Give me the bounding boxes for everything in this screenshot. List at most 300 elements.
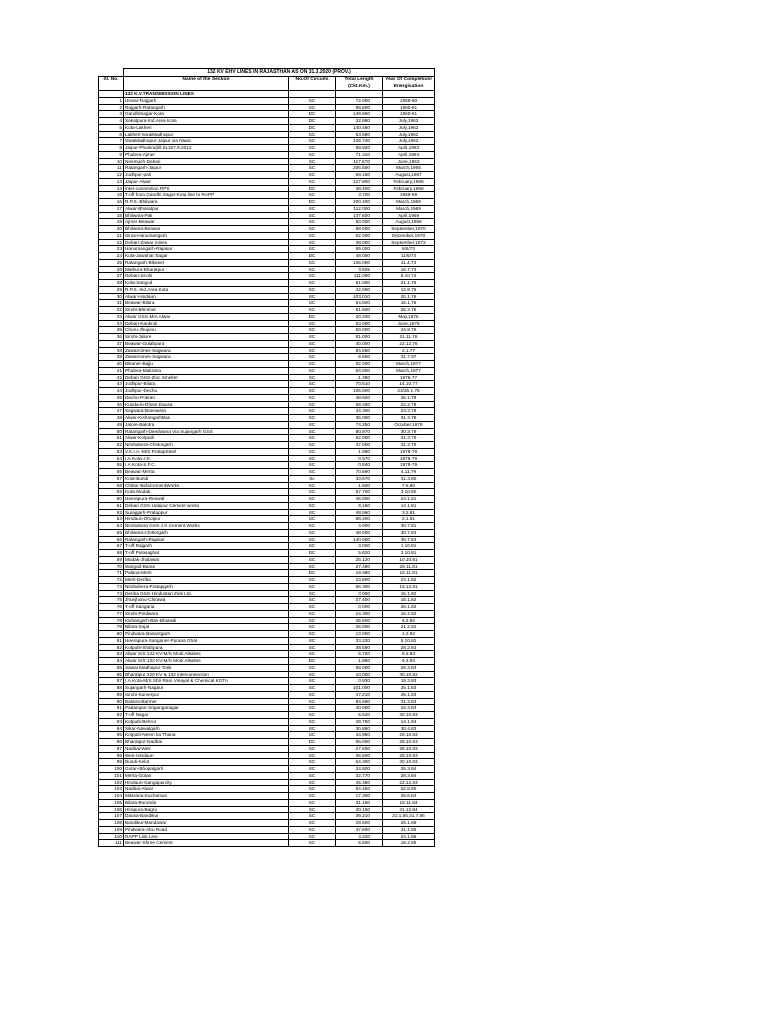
table-row	[99, 759, 672, 766]
sl-no-cell: 89	[99, 691, 124, 698]
sl-no-cell: 109	[99, 826, 124, 833]
sl-no-cell: 98	[99, 752, 124, 759]
section-name-cell: Churu-Jhujunu	[124, 327, 289, 334]
circuits-cell: SC	[289, 97, 336, 104]
section-name-cell: Nimbahera GSS-J.K.Cement Works	[124, 523, 289, 530]
length-cell: 74.250	[336, 421, 383, 428]
section-name-cell: Sagwara-Banswara	[124, 408, 289, 415]
table-row	[99, 300, 672, 307]
row-spacer-cell	[435, 529, 672, 536]
circuits-cell: SC	[289, 840, 336, 847]
circuits-cell: SC	[289, 678, 336, 685]
circuits-cell: SC	[289, 165, 336, 172]
row-spacer-cell	[435, 685, 672, 692]
table-row	[99, 482, 672, 489]
circuits-cell: SC	[289, 259, 336, 266]
section-name-cell: Sakatpura-Ind.Area Kota	[124, 118, 289, 125]
length-cell: 4.000	[336, 523, 383, 530]
sl-no-cell: 73	[99, 583, 124, 590]
length-cell: 62.000	[336, 435, 383, 442]
length-cell: 200.400	[336, 199, 383, 206]
circuits-cell: SC	[289, 354, 336, 361]
length-cell: 112.000	[336, 205, 383, 212]
year-cell: February,1968	[383, 178, 435, 185]
section-name-cell: Kota-Modak	[124, 489, 289, 496]
circuits-cell: SC	[289, 334, 336, 341]
section-name-cell: Beawar-Bilara	[124, 300, 289, 307]
section-name-cell: Kota-Jawahar Sagar	[124, 253, 289, 260]
row-spacer-cell	[435, 482, 672, 489]
length-cell: 98.800	[336, 104, 383, 111]
table-row	[99, 786, 672, 793]
sl-no-cell: 22	[99, 239, 124, 246]
year-cell: 2.1.77	[383, 347, 435, 354]
length-cell: 126.000	[336, 259, 383, 266]
year-cell: April,1963	[383, 145, 435, 152]
table-row	[99, 691, 672, 698]
row-spacer-cell	[435, 597, 672, 604]
year-cell: 7.6.80	[383, 482, 435, 489]
table-row	[99, 124, 672, 131]
year-cell: 16.7.73	[383, 266, 435, 273]
section-name-cell: Neemuch-Debari	[124, 158, 289, 165]
sl-no-cell: 71	[99, 570, 124, 577]
section-name-cell: Alwar-Kotputli	[124, 435, 289, 442]
row-spacer-cell	[435, 496, 672, 503]
section-name-cell: Inter-connection RPS	[124, 185, 289, 192]
table-row	[99, 833, 672, 840]
section-title: 132 K.V.TRANSMISSION LINES	[124, 91, 289, 98]
section-name-cell: Merti-Deriba	[124, 577, 289, 584]
sl-no-cell: 70	[99, 563, 124, 570]
year-cell: 30.10.83	[383, 712, 435, 719]
section-row	[99, 91, 672, 98]
section-name-cell: Sirohi-Jalore	[124, 334, 289, 341]
length-cell: 3.220	[336, 833, 383, 840]
section-name-cell: Bhilwara-Beawar	[124, 226, 289, 233]
sl-no-cell: 90	[99, 698, 124, 705]
year-cell: 26.1.82	[383, 604, 435, 611]
section-name-cell: Jodhpur-Bilara	[124, 381, 289, 388]
length-cell: 58.000	[336, 664, 383, 671]
circuits-cell: DC	[289, 313, 336, 320]
row-spacer-cell	[435, 334, 672, 341]
sl-no-cell: 101	[99, 772, 124, 779]
sl-no-cell: 37	[99, 340, 124, 347]
section-name-cell: Debari-Zawar mines	[124, 239, 289, 246]
table-row	[99, 577, 672, 584]
year-cell: 30.4.83	[383, 725, 435, 732]
circuits-cell: DC	[289, 199, 336, 206]
section-name-cell: Balotra-Barmer	[124, 698, 289, 705]
section-name-cell: Kota-Lakheri	[124, 124, 289, 131]
sl-no-cell: 87	[99, 678, 124, 685]
table-row	[99, 475, 672, 482]
circuits-cell: SC	[289, 408, 336, 415]
length-cell: 37.000	[336, 442, 383, 449]
sl-no-cell: 59	[99, 489, 124, 496]
year-cell: July,1962	[383, 131, 435, 138]
section-name-cell: Sawai Madhopur-Tonk	[124, 664, 289, 671]
header-section-name: Name of the Section	[124, 77, 289, 91]
year-cell: 3.2.81	[383, 509, 435, 516]
length-cell: 63.680	[336, 131, 383, 138]
sl-no-cell: 43	[99, 381, 124, 388]
year-cell: 30.7.83	[383, 536, 435, 543]
length-cell: 27.480	[336, 563, 383, 570]
row-spacer-cell	[435, 192, 672, 199]
section-name-cell: Jaipur-Phulera(till 61327.8.2012	[124, 145, 289, 152]
section-name-cell: Beawar-Merta	[124, 469, 289, 476]
year-cell: 31.3.78	[383, 415, 435, 422]
sl-no-cell: 26	[99, 266, 124, 273]
table-row	[99, 550, 672, 557]
table-row	[99, 516, 672, 523]
row-spacer-cell	[435, 367, 672, 374]
sl-no-cell: 92	[99, 712, 124, 719]
length-cell: 33.220	[336, 637, 383, 644]
section-name-cell: Bilara-Sojat	[124, 624, 289, 631]
sl-no-cell: 36	[99, 334, 124, 341]
table-row	[99, 138, 672, 145]
section-blank-cell	[336, 91, 383, 98]
table-row	[99, 97, 672, 104]
table-row	[99, 712, 672, 719]
table-row	[99, 462, 672, 469]
year-cell: 28.11.81	[383, 563, 435, 570]
table-row	[99, 671, 672, 678]
sl-no-cell: 29	[99, 286, 124, 293]
length-cell: 40.000	[336, 705, 383, 712]
table-row	[99, 543, 672, 550]
year-cell: 19.2.85	[383, 840, 435, 847]
section-name-cell: Beawar-Shree Cement	[124, 840, 289, 847]
row-spacer-cell	[435, 124, 672, 131]
length-cell: 58.920	[336, 145, 383, 152]
length-cell: 3.000	[336, 543, 383, 550]
circuits-cell: SC	[289, 793, 336, 800]
sl-no-cell: 21	[99, 232, 124, 239]
table-row	[99, 401, 672, 408]
sl-no-cell: 100	[99, 766, 124, 773]
length-cell: 47.210	[336, 691, 383, 698]
sl-no-cell: 108	[99, 820, 124, 827]
circuits-cell: SC	[289, 637, 336, 644]
section-name-cell: Beawar-Gulabpura	[124, 340, 289, 347]
row-spacer-cell	[435, 273, 672, 280]
circuits-cell: SC	[289, 138, 336, 145]
row-spacer-cell	[435, 219, 672, 226]
year-cell: 30.3.79	[383, 428, 435, 435]
section-name-cell: Sirohi-Pindwara	[124, 610, 289, 617]
table-row	[99, 435, 672, 442]
year-cell: 1960-61	[383, 111, 435, 118]
section-name-cell: Nimbahera-Chittorgarh	[124, 442, 289, 449]
row-spacer-cell	[435, 759, 672, 766]
length-cell: 48.960	[336, 509, 383, 516]
sl-no-cell: 65	[99, 529, 124, 536]
year-cell: 30.7.81	[383, 523, 435, 530]
sl-no-cell: 39	[99, 354, 124, 361]
circuits-cell: SC	[289, 671, 336, 678]
sl-no-cell: 5	[99, 124, 124, 131]
year-cell: 31.1.85	[383, 826, 435, 833]
circuits-cell: SC	[289, 469, 336, 476]
table-row	[99, 590, 672, 597]
length-cell: 33.670	[336, 475, 383, 482]
sl-no-cell: 11	[99, 165, 124, 172]
row-spacer-cell	[435, 516, 672, 523]
table-row	[99, 165, 672, 172]
section-name-cell: T-off from Gandhi Sagar-Kota line to RAPP	[124, 192, 289, 199]
length-cell: 24.500	[336, 766, 383, 773]
header-year: Year Of Completion/ Energisation	[383, 77, 435, 91]
table-row	[99, 563, 672, 570]
section-name-cell: Kotputli-Shahpura	[124, 644, 289, 651]
year-cell: 28.10.83	[383, 745, 435, 752]
row-spacer-cell	[435, 813, 672, 820]
table-row	[99, 793, 672, 800]
circuits-cell: SC	[289, 745, 336, 752]
year-cell: 15.1.82	[383, 597, 435, 604]
sl-no-cell: 64	[99, 523, 124, 530]
table-row	[99, 273, 672, 280]
circuits-cell: SC	[289, 367, 336, 374]
row-spacer-cell	[435, 394, 672, 401]
length-cell: 92.000	[336, 361, 383, 368]
circuits-cell: SC	[289, 826, 336, 833]
table-row	[99, 718, 672, 725]
row-spacer-cell	[435, 212, 672, 219]
section-name-cell: GandhiSagar-Kota	[124, 111, 289, 118]
section-name-cell: V.K.I.A.-M/S PratapSteel	[124, 448, 289, 455]
table-row	[99, 772, 672, 779]
sl-no-cell: 99	[99, 759, 124, 766]
row-spacer-cell	[435, 556, 672, 563]
row-spacer-cell	[435, 502, 672, 509]
length-cell: 80.970	[336, 428, 383, 435]
section-name-cell: Hanumangarh-Rajasar	[124, 246, 289, 253]
length-cell: 36.500	[336, 752, 383, 759]
length-cell: 23.800	[336, 577, 383, 584]
table-row	[99, 556, 672, 563]
section-name-cell: Jhunjhunu-Chirawa	[124, 597, 289, 604]
year-cell: June,1976	[383, 320, 435, 327]
length-cell: 64.000	[336, 367, 383, 374]
sl-no-cell: 51	[99, 435, 124, 442]
year-cell: 19.12.81	[383, 583, 435, 590]
row-spacer-cell	[435, 462, 672, 469]
table-row	[99, 354, 672, 361]
length-cell: 27.400	[336, 597, 383, 604]
circuits-cell: DC	[289, 550, 336, 557]
row-spacer-cell	[435, 833, 672, 840]
section-name-cell: Kota-Bundi	[124, 475, 289, 482]
section-name-cell: Merta-Gotan	[124, 772, 289, 779]
length-cell: 0.840	[336, 462, 383, 469]
length-cell: 5.620	[336, 550, 383, 557]
section-name-cell: Jodhpur-pali	[124, 172, 289, 179]
row-spacer-cell	[435, 253, 672, 260]
circuits-cell: SC	[289, 293, 336, 300]
table-row	[99, 813, 672, 820]
section-name-cell: Nimbahera-Pratapgarh	[124, 583, 289, 590]
section-name-cell: Alwar-Bharatpur	[124, 205, 289, 212]
row-spacer-cell	[435, 448, 672, 455]
row-spacer-cell	[435, 401, 672, 408]
year-cell: 6/6/73	[383, 246, 435, 253]
table-row	[99, 806, 672, 813]
sl-no-cell: 105	[99, 799, 124, 806]
sl-no-cell: 79	[99, 624, 124, 631]
table-row	[99, 489, 672, 496]
sl-no-cell: 63	[99, 516, 124, 523]
year-cell: 29.10.83	[383, 732, 435, 739]
year-cell: 3.10.80	[383, 489, 435, 496]
row-spacer-cell	[435, 97, 672, 104]
circuits-cell: SC	[289, 435, 336, 442]
sl-no-cell: 77	[99, 610, 124, 617]
section-name-cell: Pindwara-Abu Road	[124, 826, 289, 833]
length-cell: 84.690	[336, 698, 383, 705]
table-row	[99, 205, 672, 212]
sl-no-cell: 14	[99, 185, 124, 192]
header-circuits: No.Of Circuits	[289, 77, 336, 91]
section-name-cell: Bikaner-Bajju	[124, 361, 289, 368]
circuits-cell: SC	[289, 556, 336, 563]
circuits-cell: SC	[289, 786, 336, 793]
circuits-cell: SC	[289, 428, 336, 435]
year-cell: December,1970	[383, 232, 435, 239]
table-row	[99, 361, 672, 368]
length-cell: 5.620	[336, 712, 383, 719]
circuits-cell: SC	[289, 388, 336, 395]
length-cell: 64.300	[336, 759, 383, 766]
row-spacer-cell	[435, 678, 672, 685]
circuits-cell: SC	[289, 597, 336, 604]
row-spacer-cell	[435, 698, 672, 705]
table-title: 132 KV EHV LINES IN RAJASTHAN AS ON 31.3.2020 (PROV.)	[124, 69, 435, 77]
length-cell: 126.740	[336, 138, 383, 145]
year-cell: 1976-77	[383, 374, 435, 381]
year-cell: 26.1.78	[383, 394, 435, 401]
table-row	[99, 651, 672, 658]
year-cell: 30.7.83	[383, 529, 435, 536]
length-cell: 64.500	[336, 300, 383, 307]
circuits-cell: DC	[289, 253, 336, 260]
section-name-cell: T-off Pulasaghat	[124, 550, 289, 557]
row-spacer-cell	[435, 651, 672, 658]
sl-no-cell: 61	[99, 502, 124, 509]
row-spacer-cell	[435, 644, 672, 651]
length-cell: 65.000	[336, 739, 383, 746]
circuits-cell: SC	[289, 361, 336, 368]
sl-no-cell: 2	[99, 104, 124, 111]
row-spacer-cell	[435, 469, 672, 476]
circuits-cell: SC	[289, 813, 336, 820]
circuits-cell: SC	[289, 448, 336, 455]
circuits-cell: SC	[289, 651, 336, 658]
year-cell: 31.3.79	[383, 435, 435, 442]
circuits-cell: SC	[289, 806, 336, 813]
row-spacer-cell	[435, 354, 672, 361]
sl-no-cell: 58	[99, 482, 124, 489]
table-row	[99, 732, 672, 739]
circuits-cell: SC	[289, 698, 336, 705]
row-spacer-cell	[435, 239, 672, 246]
year-cell: 20.1.76	[383, 293, 435, 300]
sl-no-cell: 104	[99, 793, 124, 800]
section-name-cell: Dausa-Bandikui	[124, 813, 289, 820]
sl-no-cell: 111	[99, 840, 124, 847]
section-name-cell: Bharatpur-Nadbai	[124, 739, 289, 746]
circuits-cell: SC	[289, 300, 336, 307]
section-name-cell: Ratangarh-Jaipur	[124, 165, 289, 172]
year-cell: 1978-79	[383, 448, 435, 455]
table-row	[99, 199, 672, 206]
header-spacer-cell	[435, 77, 672, 91]
section-name-cell: R.P.S.-Ind.Area Kota	[124, 286, 289, 293]
section-name-cell: T-off Nagar	[124, 712, 289, 719]
length-cell: 57.700	[336, 489, 383, 496]
row-spacer-cell	[435, 725, 672, 732]
circuits-cell: SC	[289, 172, 336, 179]
year-cell: September,1972	[383, 239, 435, 246]
year-cell: 5.10.82	[383, 637, 435, 644]
section-name-cell: Hirapura-Bagru	[124, 806, 289, 813]
year-cell: 1978-79	[383, 455, 435, 462]
length-cell: 103.010	[336, 293, 383, 300]
length-cell: 17.300	[336, 793, 383, 800]
circuits-cell: SC	[289, 631, 336, 638]
year-cell: 1978-79	[383, 462, 435, 469]
year-cell: 14.1.84	[383, 718, 435, 725]
table-row	[99, 610, 672, 617]
circuits-cell: SC	[289, 516, 336, 523]
circuits-cell: SC	[289, 273, 336, 280]
year-cell: 1959-60	[383, 97, 435, 104]
length-cell: 53.000	[336, 320, 383, 327]
length-cell: 38.400	[336, 185, 383, 192]
year-cell: 1960-61	[383, 104, 435, 111]
length-cell: 13.000	[336, 631, 383, 638]
row-spacer-cell	[435, 712, 672, 719]
year-cell: 25.1.83	[383, 685, 435, 692]
circuits-cell: SC	[289, 421, 336, 428]
year-cell: July,1962	[383, 118, 435, 125]
year-cell: October,1978	[383, 421, 435, 428]
row-spacer-cell	[435, 489, 672, 496]
row-spacer-cell	[435, 543, 672, 550]
table-row	[99, 408, 672, 415]
section-name-cell: Surajgarh-Pratappur	[124, 509, 289, 516]
sl-no-cell: 60	[99, 496, 124, 503]
sl-no-cell: 19	[99, 219, 124, 226]
table-row	[99, 469, 672, 476]
length-cell: 59.250	[336, 401, 383, 408]
circuits-cell: DC	[289, 185, 336, 192]
section-name-cell: Jaipur-Alwar	[124, 178, 289, 185]
table-row	[99, 293, 672, 300]
section-name-cell: Alwar-KishangarhBas	[124, 415, 289, 422]
sl-no-cell: 30	[99, 293, 124, 300]
row-spacer-cell	[435, 455, 672, 462]
year-cell: July,1962	[383, 138, 435, 145]
section-blank-cell	[289, 91, 336, 98]
circuits-cell: SC	[289, 820, 336, 827]
sl-no-cell: 66	[99, 536, 124, 543]
row-spacer-cell	[435, 151, 672, 158]
